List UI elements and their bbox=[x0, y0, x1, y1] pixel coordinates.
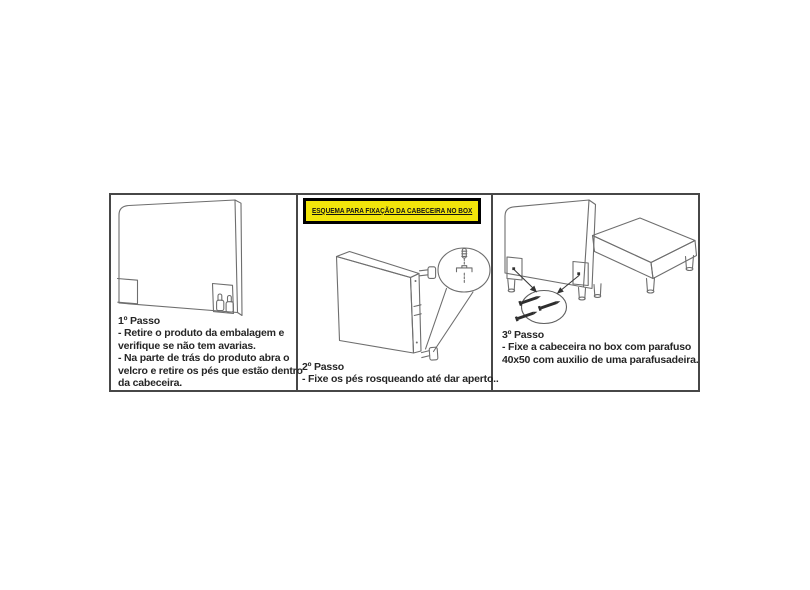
top-foot-icon bbox=[420, 267, 436, 279]
step-2-line: - Fixe os pés rosqueando até dar aperto.. bbox=[302, 373, 499, 386]
stored-foot-icon bbox=[226, 296, 233, 313]
schema-title-text: ESQUEMA PARA FIXAÇÃO DA CABECEIRA NO BOX bbox=[311, 207, 473, 215]
screw-icon bbox=[538, 299, 561, 311]
step-2-panel bbox=[298, 195, 499, 390]
headboard-edge-face bbox=[411, 274, 422, 354]
step-3-panel bbox=[493, 195, 698, 390]
box-leg-icon bbox=[647, 278, 655, 294]
step-1-text bbox=[118, 315, 303, 389]
magnifier-cone-lines bbox=[426, 289, 474, 352]
screw-point-dot bbox=[577, 272, 580, 275]
box-leg-icon bbox=[594, 284, 601, 298]
step-1-line: verifique se não tem avarias. bbox=[118, 339, 256, 352]
step-1-line: - Retire o produto da embalagem e bbox=[118, 327, 285, 340]
step-1-line: - Na parte de trás do produto abra o bbox=[118, 352, 290, 365]
instruction-sheet bbox=[109, 193, 700, 392]
step-3-line: 40x50 com auxilio de uma parafusadeira. bbox=[502, 353, 699, 366]
left-corner-pocket bbox=[118, 279, 138, 304]
headboard-front-face bbox=[119, 200, 238, 313]
step-1-panel bbox=[111, 195, 303, 390]
stored-foot-icon bbox=[217, 294, 224, 311]
step-2-title: 2º Passo bbox=[302, 361, 344, 373]
screw-hole-dot bbox=[416, 342, 418, 344]
step-3-line: - Fixe a cabeceira no box com parafuso bbox=[502, 341, 692, 354]
magnifier-circle bbox=[438, 248, 490, 292]
screw-icon bbox=[518, 294, 541, 306]
headboard-back-face bbox=[337, 257, 414, 354]
step-1-line: da cabeceira. bbox=[118, 377, 182, 390]
box-right-face bbox=[651, 241, 697, 279]
schema-title-banner bbox=[303, 198, 481, 224]
screw-detail-icon bbox=[457, 249, 473, 283]
screw-icon bbox=[515, 309, 538, 321]
step-1-title: 1º Passo bbox=[118, 315, 160, 327]
headboard-foot-icon bbox=[508, 280, 515, 292]
screw-point-dot bbox=[512, 267, 515, 270]
headboard-front-face bbox=[505, 200, 589, 287]
headboard-foot-icon bbox=[579, 288, 586, 300]
step-3-title: 3º Passo bbox=[502, 329, 544, 341]
step-3-text bbox=[502, 329, 698, 366]
screw-patch-right bbox=[573, 262, 588, 286]
step-1-line: velcro e retire os pés que estão dentro bbox=[118, 364, 303, 377]
step-2-text bbox=[302, 361, 499, 386]
box-front-face bbox=[593, 236, 654, 279]
headboard-top-face bbox=[337, 252, 420, 278]
velcro-pocket bbox=[213, 284, 234, 314]
screw-hole-dot bbox=[415, 280, 417, 282]
box-top-face bbox=[593, 218, 696, 263]
